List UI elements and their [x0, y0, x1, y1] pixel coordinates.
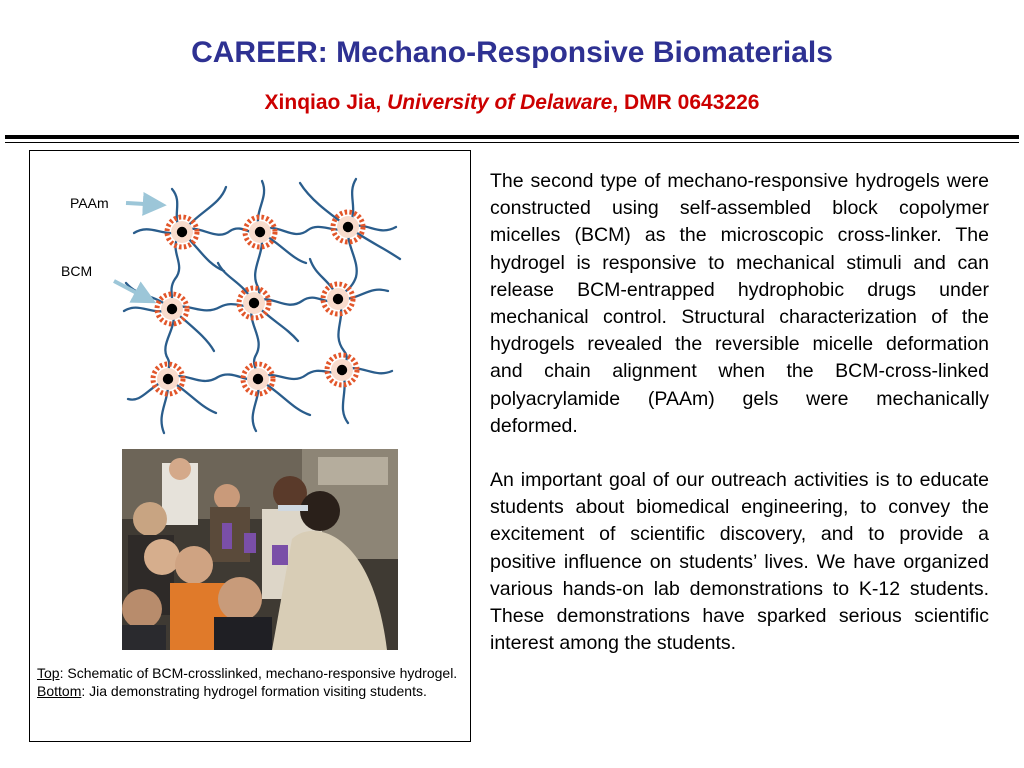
micelle — [239, 288, 269, 318]
bcm-label: BCM — [61, 263, 93, 279]
micelle — [167, 217, 197, 247]
micelle — [153, 364, 183, 394]
caption-bottom-label: Bottom — [37, 682, 82, 699]
figure-caption — [37, 665, 463, 700]
micelle — [245, 217, 275, 247]
paragraph-hydrogels: The second type of mechano-responsive hydrogels were constructed using self-assembled block copolymer micelles (BCM) as the microscopic cross-linker. The hydrogel is responsive to mechanical stimuli and can release BCM-entrapped hydrophobic drugs under mechanical control. Structural characterization of the hydrogels revealed the reversible micelle deformation and chain alignment when the BCM-cross-linked polyacrylamide (PAAm) gels were mechanically deformed. — [490, 170, 989, 437]
header-divider-thick — [5, 135, 1019, 139]
paragraph-outreach: An important goal of our outreach activities is to educate students about biomedical engineering, to convey the excitement of scientific discovery, and to provide a positive influence on students’ lives. We have organized various hands-on lab demonstrations to K-12 students. These demonstrations have sparked serious scientific interest among the students. — [490, 469, 989, 655]
micelle — [243, 364, 273, 394]
header-divider-thin — [5, 142, 1019, 143]
slide-title: CAREER: Mechano-Responsive Biomaterials — [191, 36, 833, 69]
caption-top-text: : Schematic of BCM-crosslinked, mechano-responsive hydrogel. — [59, 665, 458, 681]
paam-arrow — [126, 203, 162, 205]
micelles — [153, 212, 363, 394]
caption-top-label: Top — [37, 665, 60, 681]
micelle — [333, 212, 363, 242]
micelle — [157, 294, 187, 324]
micelle — [327, 355, 357, 385]
university-name: University of Delaware — [387, 91, 613, 114]
micelle — [323, 284, 353, 314]
caption-bottom-text: : Jia demonstrating hydrogel formation visiting students. — [81, 682, 427, 699]
bcm-arrow — [114, 281, 152, 301]
body-text — [490, 168, 989, 657]
hydrogel-schematic — [30, 151, 471, 451]
grant-number: , DMR 0643226 — [612, 91, 760, 114]
outreach-photo — [122, 449, 398, 650]
slide-subtitle — [0, 91, 1024, 115]
paam-label: PAAm — [70, 195, 109, 211]
figure-panel — [29, 150, 471, 742]
author-name: Xinqiao Jia, — [264, 91, 382, 114]
